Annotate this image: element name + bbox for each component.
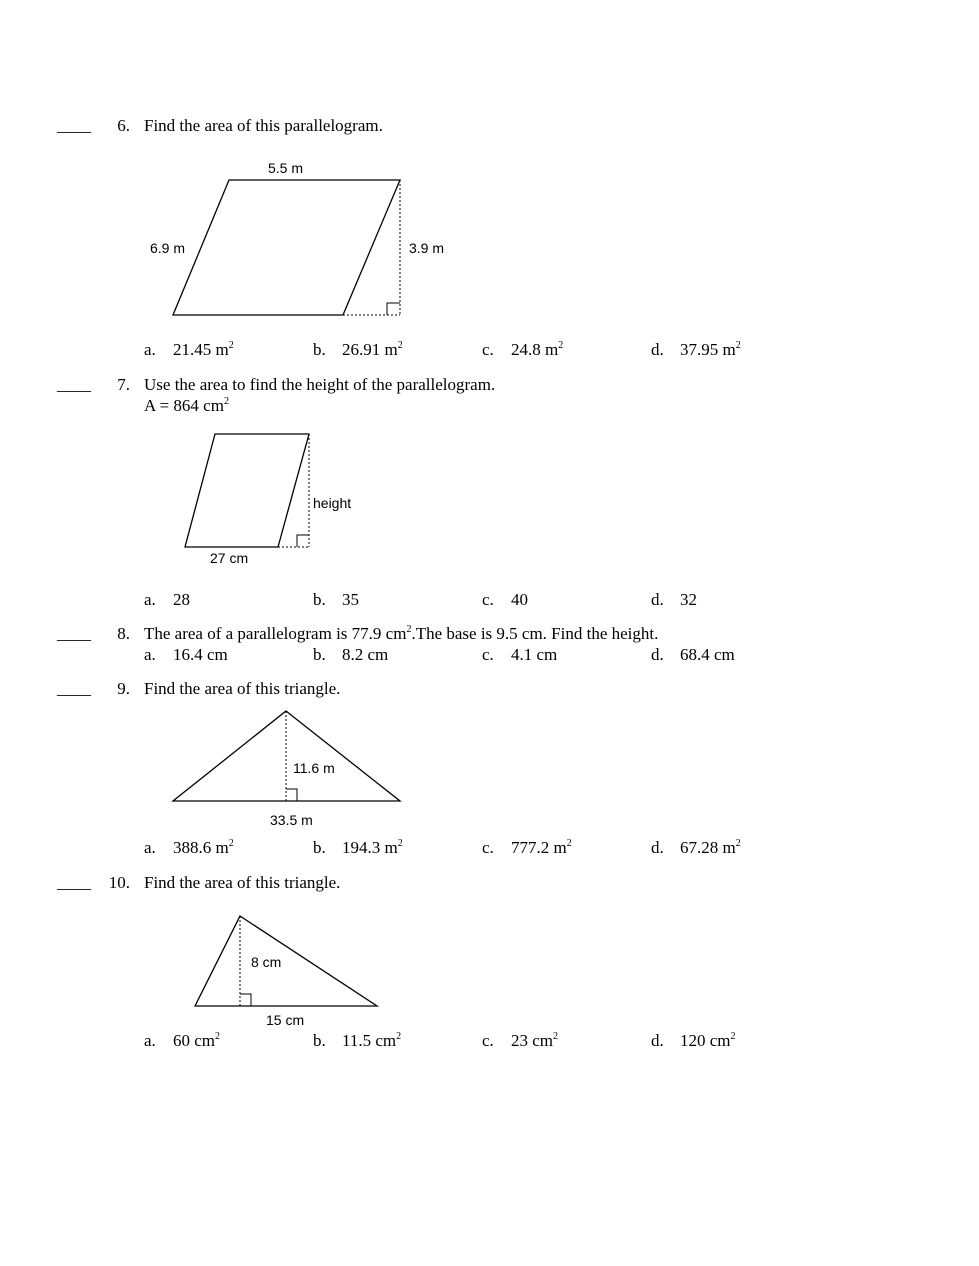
choice-c-value: 777.2 $m^2$ bbox=[511, 838, 572, 857]
choice-c[interactable]: c. bbox=[482, 340, 494, 359]
choice-c[interactable]: c. bbox=[482, 1031, 494, 1050]
choice-d[interactable]: d. bbox=[651, 590, 664, 609]
choice-a-value: 21.45 $m^2$ bbox=[173, 340, 234, 359]
answer-blank[interactable]: ____ bbox=[57, 375, 91, 394]
question-text: The area of a parallelogram is 77.9 $cm^2.The$ base is 9.5 cm. Find the height. bbox=[144, 624, 659, 643]
choice-b-value: 11.5 $cm^2$ bbox=[342, 1031, 402, 1050]
choice-c[interactable]: c. bbox=[482, 645, 494, 664]
choice-c-value: 23 $cm^2$ bbox=[511, 1031, 559, 1050]
choice-a-value: 28 bbox=[173, 590, 190, 609]
question-text: Find the area of this triangle. bbox=[144, 679, 341, 698]
choice-c-value: 40 bbox=[511, 590, 528, 609]
height-label: 11.6 m bbox=[293, 760, 335, 776]
choice-c[interactable]: c. bbox=[482, 590, 494, 609]
choice-c[interactable]: c. bbox=[482, 838, 494, 857]
choice-d[interactable]: d. bbox=[651, 838, 664, 857]
question-number: 10. bbox=[108, 873, 130, 892]
choice-a-value: 388.6 $m^2$ bbox=[173, 838, 234, 857]
height-label: height bbox=[313, 495, 352, 511]
choice-b[interactable]: b. bbox=[313, 1031, 326, 1050]
question-number: 6. bbox=[117, 116, 130, 135]
choice-d-value: 67.28 $m^2$ bbox=[680, 838, 741, 857]
slant-side-label: 6.9 m bbox=[150, 240, 186, 256]
choice-b-value: 35 bbox=[342, 590, 359, 609]
choice-c-value: 24.8 $m^2$ bbox=[511, 340, 564, 359]
choice-d-value: 37.95 $m^2$ bbox=[680, 340, 741, 359]
question-text: Use the area to find the height of the parallelogram. bbox=[144, 375, 496, 394]
answer-blank[interactable]: ____ bbox=[57, 679, 91, 698]
given-area: A = 864 $cm^2$ bbox=[144, 396, 229, 415]
choice-a[interactable]: a. bbox=[144, 645, 156, 664]
choice-a-value: 16.4 cm bbox=[173, 645, 228, 664]
answer-blank[interactable]: ____ bbox=[57, 116, 91, 135]
question-number: 7. bbox=[117, 375, 130, 394]
choice-b[interactable]: b. bbox=[313, 340, 326, 359]
answer-blank[interactable]: ____ bbox=[57, 873, 91, 892]
top-side-label: 5.5 m bbox=[268, 160, 304, 176]
choice-d[interactable]: d. bbox=[651, 645, 664, 664]
question-text: Find the area of this triangle. bbox=[144, 873, 341, 892]
choice-b-value: 26.91 $m^2$ bbox=[342, 340, 403, 359]
choice-d-value: 68.4 cm bbox=[680, 645, 735, 664]
choice-b-value: 8.2 cm bbox=[342, 645, 389, 664]
choice-d[interactable]: d. bbox=[651, 1031, 664, 1050]
choice-c-value: 4.1 cm bbox=[511, 645, 558, 664]
base-label: 15 cm bbox=[266, 1012, 305, 1028]
base-label: 27 cm bbox=[210, 550, 249, 566]
choice-d[interactable]: d. bbox=[651, 340, 664, 359]
choice-d-value: 120 $cm^2$ bbox=[680, 1031, 736, 1050]
choice-d-value: 32 bbox=[680, 590, 697, 609]
height-label: 8 cm bbox=[251, 954, 282, 970]
choice-a[interactable]: a. bbox=[144, 1031, 156, 1050]
choice-a[interactable]: a. bbox=[144, 340, 156, 359]
question-number: 9. bbox=[117, 679, 130, 698]
choice-a-value: 60 $cm^2$ bbox=[173, 1031, 221, 1050]
question-text: Find the area of this parallelogram. bbox=[144, 116, 383, 135]
base-label: 33.5 m bbox=[270, 812, 313, 828]
height-label: 3.9 m bbox=[409, 240, 445, 256]
choice-a[interactable]: a. bbox=[144, 590, 156, 609]
question-number: 8. bbox=[117, 624, 130, 643]
choice-b[interactable]: b. bbox=[313, 590, 326, 609]
choice-b[interactable]: b. bbox=[313, 645, 326, 664]
choice-a[interactable]: a. bbox=[144, 838, 156, 857]
choice-b-value: 194.3 $m^2$ bbox=[342, 838, 403, 857]
choice-b[interactable]: b. bbox=[313, 838, 326, 857]
answer-blank[interactable]: ____ bbox=[57, 624, 91, 643]
